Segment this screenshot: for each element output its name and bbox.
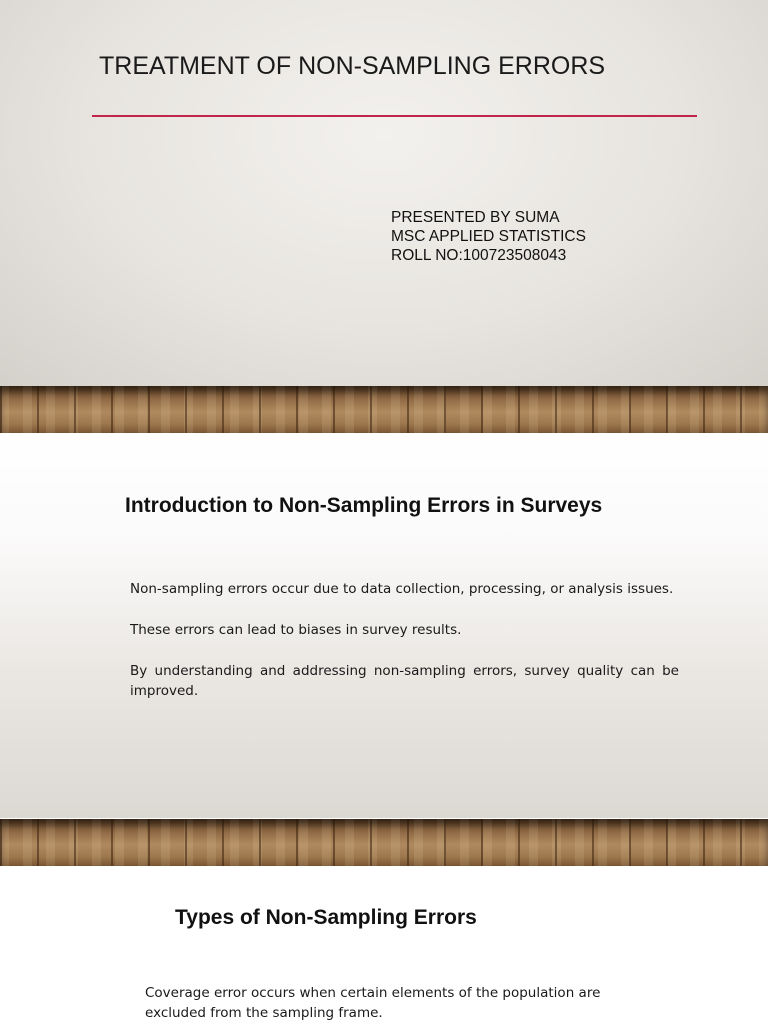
- slide-title: Types of Non-Sampling Errors: [175, 906, 477, 929]
- slide-title: Introduction to Non-Sampling Errors in Surveys: [125, 494, 603, 517]
- presenter-name: PRESENTED BY SUMA: [391, 209, 560, 226]
- introduction-slide: [0, 433, 768, 866]
- slide-body: [130, 579, 679, 722]
- slide-body: [145, 983, 625, 1023]
- wood-floor-decoration: [0, 819, 768, 866]
- paragraph: Non-sampling errors occur due to data collection, processing, or analysis issues.: [130, 581, 674, 597]
- paragraph: By understanding and addressing non-sampling errors, survey quality can be improved.: [130, 663, 679, 699]
- paragraph: Coverage error occurs when certain elements of the population are excluded from the sampling frame.: [145, 985, 601, 1021]
- presenter-program: MSC APPLIED STATISTICS: [391, 228, 586, 245]
- presenter-roll-number: ROLL NO:100723508043: [391, 247, 567, 264]
- title-slide: [0, 0, 768, 433]
- presentation-title: TREATMENT OF NON-SAMPLING ERRORS: [99, 52, 606, 80]
- presenter-info: [391, 208, 586, 265]
- paragraph: These errors can lead to biases in survey results.: [130, 622, 462, 638]
- title-underline: [92, 115, 697, 117]
- types-slide: [0, 866, 768, 1024]
- wood-floor-decoration: [0, 386, 768, 433]
